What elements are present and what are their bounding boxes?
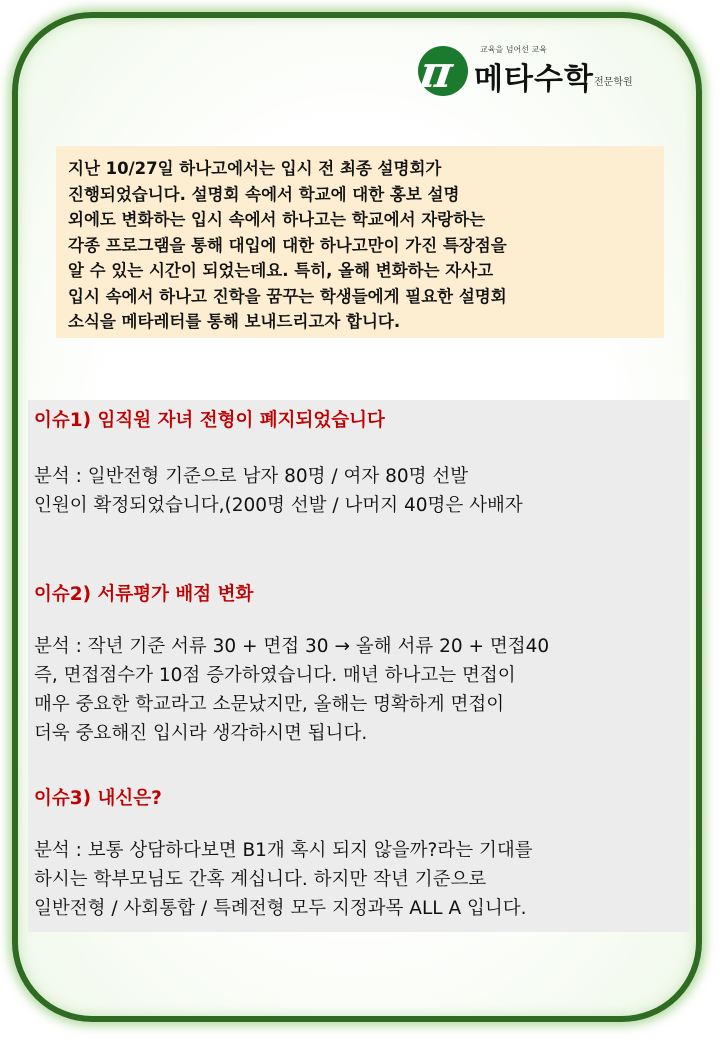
issue-2-analysis bbox=[34, 632, 549, 748]
pi-logo-icon: π bbox=[418, 46, 468, 96]
analysis-line: 하시는 학부모님도 간혹 계십니다. 하지만 작년 기준으로 bbox=[34, 869, 487, 890]
logo-name: 메타수학 bbox=[474, 62, 594, 97]
analysis-line: 분석 : 보통 상담하다보면 B1개 혹시 되지 않을까?라는 기대를 bbox=[34, 840, 533, 861]
issue-2-title: 이슈2) 서류평가 배점 변화 bbox=[34, 584, 254, 605]
analysis-line: 인원이 확정되었습니다,(200명 선발 / 나머지 40명은 사배자 bbox=[34, 495, 523, 516]
analysis-line: 분석 : 일반전형 기준으로 남자 80명 / 여자 80명 선발 bbox=[34, 466, 469, 487]
analysis-line: 즉, 면접점수가 10점 증가하였습니다. 매년 하나고는 면접이 bbox=[34, 665, 516, 686]
logo-subtitle: 전문학원 bbox=[594, 77, 633, 88]
academy-logo bbox=[418, 40, 648, 100]
intro-line: 지난 10/27일 하나고에서는 입시 전 최종 설명회가 bbox=[68, 159, 442, 178]
issue-1-analysis bbox=[34, 462, 523, 520]
intro-line: 외에도 변화하는 입시 속에서 하나고는 학교에서 자랑하는 bbox=[68, 210, 486, 229]
analysis-line: 일반전형 / 사회통합 / 특례전형 모두 지정과목 ALL A 입니다. bbox=[34, 898, 527, 919]
intro-line: 입시 속에서 하나고 진학을 꿈꾸는 학생들에게 필요한 설명회 bbox=[68, 286, 507, 306]
intro-line: 소식을 메타레터를 통해 보내드리고자 합니다. bbox=[68, 312, 401, 331]
logo-tagline: 교육을 넘어선 교육 bbox=[480, 45, 547, 54]
issue-3-title: 이슈3) 내신은? bbox=[34, 788, 162, 809]
analysis-line: 매우 중요한 학교라고 소문났지만, 올해는 명확하게 면접이 bbox=[34, 694, 505, 715]
intro-box bbox=[56, 146, 664, 338]
issue-1-title: 이슈1) 임직원 자녀 전형이 폐지되었습니다 bbox=[34, 410, 385, 431]
issue-3-analysis bbox=[34, 836, 533, 923]
analysis-line: 더욱 중요해진 입시라 생각하시면 됩니다. bbox=[34, 723, 368, 744]
intro-line: 진행되었습니다. 설명회 속에서 학교에 대한 홍보 설명 bbox=[68, 184, 460, 204]
intro-line: 각종 프로그램을 통해 대입에 대한 하나고만이 가진 특장점을 bbox=[68, 235, 507, 255]
intro-line: 알 수 있는 시간이 되었는데요. 특히, 올해 변화하는 자사고 bbox=[68, 261, 494, 280]
analysis-line: 분석 : 작년 기준 서류 30 + 면접 30 → 올해 서류 20 + 면접40 bbox=[34, 636, 550, 657]
